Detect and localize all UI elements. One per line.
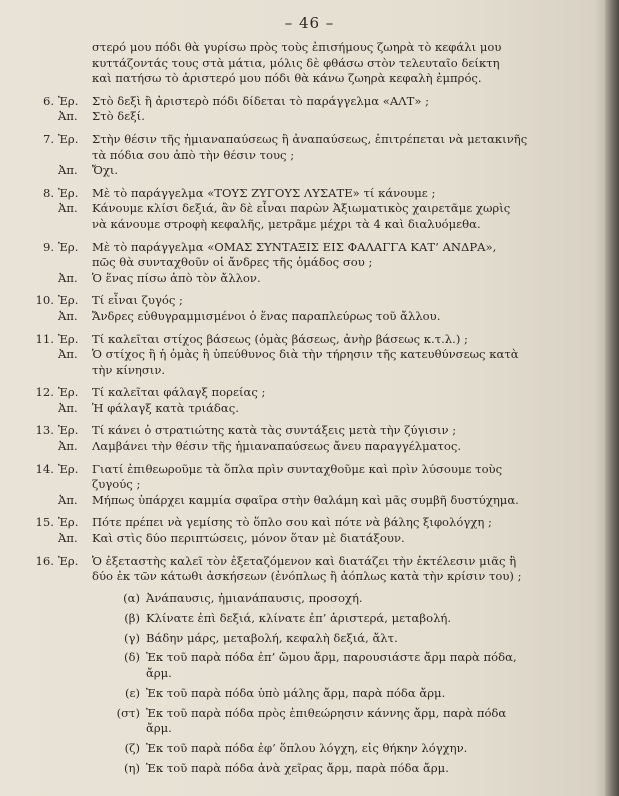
question-line — [28, 240, 604, 256]
question-number: 8. — [42, 185, 54, 200]
answer-line — [28, 309, 604, 325]
qa-block — [28, 423, 604, 454]
exercise-list — [28, 591, 604, 777]
qa-block — [28, 462, 604, 509]
question-number: 16. — [35, 553, 54, 568]
question-line — [28, 554, 604, 570]
exercise-text — [146, 686, 604, 702]
answer-spacer — [28, 271, 54, 287]
exercise-item — [104, 761, 604, 777]
intro-line: κυττάζοντάς τους στὰ μάτια, μόλις δὲ φθάσω στὸν τελευταῖο δείκτη — [92, 55, 500, 70]
question-line — [28, 293, 604, 309]
exercise-line: Κλίνατε ἐπὶ δεξιά, κλίνατε ἐπ’ ἀριστερά, μεταβολή. — [146, 610, 452, 625]
answer-spacer — [28, 347, 54, 363]
question-label — [54, 477, 92, 493]
answer-spacer — [28, 163, 54, 179]
question-number — [28, 477, 54, 493]
question-text: ζυγούς ; — [92, 477, 141, 492]
question-label: Ἐρ. — [58, 385, 79, 400]
answer-line — [28, 271, 604, 287]
question-text: τὰ πόδια σου ἀπὸ τὴν θέσιν τους ; — [92, 147, 295, 162]
question-line — [28, 255, 604, 271]
intro-line: στερό μου πόδι θὰ γυρίσω πρὸς τοὺς ἐπισήμους ζωηρὰ τὸ κεφάλι μου — [92, 40, 502, 54]
answer-line — [28, 401, 604, 417]
question-text: Τί κάνει ὁ στρατιώτης κατὰ τὰς συντάξεις μετὰ τὴν ζύγισιν ; — [92, 423, 457, 438]
question-label — [54, 569, 92, 585]
answer-spacer — [28, 531, 54, 547]
answer-text: νὰ κάνουμε στροφὴ κεφαλῆς, μετρᾶμε μέχρι τὰ 4 καὶ διαλυόμεθα. — [92, 216, 481, 231]
answer-spacer — [28, 439, 54, 455]
intro-line: καὶ πατήσω τὸ ἀριστερό μου πόδι θὰ κάνω ζωηρὰ κεφαλὴ ἐμπρός. — [92, 71, 482, 86]
answer-line — [28, 201, 604, 217]
exercise-item — [104, 741, 604, 757]
answer-label: Ἀπ. — [58, 270, 78, 285]
answer-label: Ἀπ. — [58, 201, 78, 216]
question-number: 12. — [35, 385, 54, 400]
answer-text: Στὸ δεξί. — [92, 109, 145, 124]
question-line — [28, 515, 604, 531]
answer-spacer — [28, 217, 54, 233]
qa-block — [28, 240, 604, 287]
answer-line — [28, 347, 604, 363]
exercise-line: ἄρμ. — [146, 721, 172, 736]
exercise-text — [146, 611, 604, 627]
answer-spacer — [28, 493, 54, 509]
question-line — [28, 477, 604, 493]
intro-paragraph — [28, 40, 604, 87]
answer-text: Καὶ στὶς δύο περιπτώσεις, μόνον ὅταν μὲ διατάξουν. — [92, 531, 405, 546]
question-answer-list — [28, 94, 604, 585]
question-text: Ὁ ἐξεταστὴς καλεῖ τὸν ἐξεταζόμενον καὶ διατάζει τὴν ἐκτέλεσιν μιᾶς ἢ — [92, 553, 517, 568]
question-text: Μὲ τὸ παράγγελμα «ΟΜΑΣ ΣΥΝΤΑΞΙΣ ΕΙΣ ΦΑΛΑΓΓΑ ΚΑΤ’ ΑΝΔΡΑ», — [92, 239, 497, 254]
exercise-text — [146, 706, 604, 737]
question-text: Τί καλεῖται φάλαγξ πορείας ; — [92, 385, 266, 400]
qa-block — [28, 515, 604, 546]
exercise-text — [146, 650, 604, 681]
exercise-label: (ε) — [124, 685, 140, 700]
question-line — [28, 132, 604, 148]
question-text: Στὸ δεξὶ ἢ ἀριστερὸ πόδι δίδεται τὸ παράγγελμα «ΑΛΤ» ; — [92, 93, 430, 108]
question-number: 15. — [35, 515, 54, 530]
answer-label — [54, 363, 92, 379]
question-line — [28, 148, 604, 164]
answer-line — [28, 217, 604, 233]
exercise-label: (στ) — [116, 705, 140, 720]
answer-text: Ἡ φάλαγξ κατὰ τριάδας. — [92, 400, 239, 415]
question-number: 13. — [35, 423, 54, 438]
exercise-item — [104, 611, 604, 627]
answer-line — [28, 363, 604, 379]
exercise-item — [104, 706, 604, 737]
answer-text: Λαμβάνει τὴν θέσιν τῆς ἡμιαναπαύσεως ἄνευ παραγγέλματος. — [92, 439, 462, 454]
qa-block — [28, 385, 604, 416]
question-line — [28, 423, 604, 439]
question-label: Ἐρ. — [58, 331, 79, 346]
exercise-label: (γ) — [124, 630, 140, 645]
exercise-line: Ἐκ τοῦ παρὰ πόδα πρὸς ἐπιθεώρησιν κάννης ἄρμ, παρὰ πόδα — [146, 705, 507, 720]
exercise-item — [104, 650, 604, 681]
answer-line — [28, 163, 604, 179]
question-number: 9. — [42, 239, 54, 254]
answer-line — [28, 109, 604, 125]
question-line — [28, 569, 604, 585]
exercise-item — [104, 686, 604, 702]
qa-block — [28, 186, 604, 233]
question-number — [28, 569, 54, 585]
question-number: 14. — [35, 461, 54, 476]
question-label: Ἐρ. — [58, 131, 79, 146]
question-line — [28, 94, 604, 110]
answer-line — [28, 439, 604, 455]
answer-label: Ἀπ. — [58, 531, 78, 546]
question-line — [28, 462, 604, 478]
question-text: πῶς θὰ συνταχθοῦν οἱ ἄνδρες τῆς ὁμάδος σου ; — [92, 255, 373, 270]
exercise-item — [104, 631, 604, 647]
question-line — [28, 186, 604, 202]
answer-line — [28, 493, 604, 509]
question-text: Στὴν θέσιν τῆς ἡμιαναπαύσεως ἢ ἀναπαύσεως, ἐπιτρέπεται νὰ μετακινῆς — [92, 131, 528, 146]
exercise-label: (δ) — [123, 650, 140, 665]
answer-text: Ἄνδρες εὐθυγραμμισμένοι ὁ ἕνας παραπλεύρως τοῦ ἄλλου. — [92, 308, 441, 323]
question-number: 11. — [35, 331, 54, 346]
exercise-label: (β) — [124, 610, 140, 625]
question-label: Ἐρ. — [58, 293, 79, 308]
exercise-label: (α) — [123, 590, 140, 605]
qa-block — [28, 332, 604, 379]
answer-spacer — [28, 363, 54, 379]
qa-block — [28, 132, 604, 179]
answer-text: τὴν κίνησιν. — [92, 362, 166, 377]
exercise-line: Ἐκ τοῦ παρὰ πόδα ἐπ’ ὤμου ἄρμ, παρουσιάστε ἄρμ παρὰ πόδα, — [146, 650, 517, 665]
exercise-item — [104, 591, 604, 607]
question-line — [28, 332, 604, 348]
question-number: 10. — [35, 293, 54, 308]
question-text: Μὲ τὸ παράγγελμα «ΤΟΥΣ ΖΥΓΟΥΣ ΛΥΣΑΤΕ» τί κάνουμε ; — [92, 185, 436, 200]
question-label: Ἐρ. — [58, 239, 79, 254]
exercise-text — [146, 761, 604, 777]
answer-spacer — [28, 401, 54, 417]
answer-text: Μήπως ὑπάρχει καμμία σφαῖρα στὴν θαλάμη καὶ μᾶς συμβῆ δυστύχημα. — [92, 492, 519, 507]
question-line — [28, 385, 604, 401]
exercise-line: Ἐκ τοῦ παρὰ πόδα ἀνὰ χεῖρας ἄρμ, παρὰ πόδα ἄρμ. — [146, 761, 449, 776]
question-label: Ἐρ. — [58, 185, 79, 200]
answer-spacer — [28, 109, 54, 125]
exercise-label: (η) — [124, 761, 140, 776]
question-number — [28, 255, 54, 271]
question-label: Ἐρ. — [58, 553, 79, 568]
qa-block — [28, 94, 604, 125]
question-number: 6. — [42, 93, 54, 108]
exercise-line: ἄρμ. — [146, 666, 172, 681]
question-label — [54, 148, 92, 164]
question-label: Ἐρ. — [58, 461, 79, 476]
answer-text: Ὁ ἕνας πίσω ἀπὸ τὸν ἄλλον. — [92, 270, 261, 285]
answer-text: Ὁ στίχος ἢ ἡ ὁμὰς ἢ ὑπεύθυνος διὰ τὴν τήρησιν τῆς κατευθύνσεως κατὰ — [92, 347, 519, 362]
qa-block — [28, 293, 604, 324]
exercise-label: (ζ) — [124, 741, 140, 756]
exercise-text — [146, 631, 604, 647]
answer-spacer — [28, 201, 54, 217]
answer-text: Ὄχι. — [92, 163, 119, 178]
exercise-text — [146, 591, 604, 607]
question-text: Τί καλεῖται στίχος βάσεως (ὁμὰς βάσεως, ἀνὴρ βάσεως κ.τ.λ.) ; — [92, 331, 468, 346]
answer-label: Ἀπ. — [58, 163, 78, 178]
page-edge-shadow — [605, 0, 619, 796]
answer-label: Ἀπ. — [58, 347, 78, 362]
question-text: Πότε πρέπει νὰ γεμίσης τὸ ὅπλο σου καὶ πότε νὰ βάλης ξιφολόγχη ; — [92, 515, 492, 530]
question-text: Τί εἶναι ζυγός ; — [92, 293, 183, 308]
answer-label: Ἀπ. — [58, 109, 78, 124]
answer-spacer — [28, 309, 54, 325]
question-label: Ἐρ. — [58, 515, 79, 530]
question-number: 7. — [42, 131, 54, 146]
exercise-line: Βάδην μάρς, μεταβολή, κεφαλὴ δεξιά, ἄλτ. — [146, 630, 398, 645]
question-text: Γιατί ἐπιθεωροῦμε τὰ ὅπλα πρὶν συνταχθοῦμε καὶ πρὶν λύσουμε τοὺς — [92, 461, 503, 476]
answer-label — [54, 217, 92, 233]
page-number: – 46 – — [284, 14, 335, 32]
answer-label: Ἀπ. — [58, 439, 78, 454]
page-content — [28, 40, 604, 781]
exercise-line: Ἐκ τοῦ παρὰ πόδα ἐφ’ ὅπλου λόγχη, εἰς θήκην λόγχην. — [146, 741, 468, 756]
question-label — [54, 255, 92, 271]
answer-label: Ἀπ. — [58, 400, 78, 415]
question-number — [28, 148, 54, 164]
exercise-line: Ἀνάπαυσις, ἡμιανάπαυσις, προσοχή. — [146, 590, 363, 605]
answer-label: Ἀπ. — [58, 308, 78, 323]
question-text: δύο ἐκ τῶν κάτωθι ἀσκήσεων (ἐνόπλως ἢ ἀόπλως κατὰ τὴν κρίσιν του) ; — [92, 569, 522, 584]
answer-label: Ἀπ. — [58, 492, 78, 507]
question-label: Ἐρ. — [58, 93, 79, 108]
answer-text: Κάνουμε κλίσι δεξιά, ἂν δὲ εἶναι παρὼν Ἀξιωματικὸς χαιρετᾶμε χωρὶς — [92, 201, 511, 216]
question-label: Ἐρ. — [58, 423, 79, 438]
answer-line — [28, 531, 604, 547]
exercise-text — [146, 741, 604, 757]
exercise-line: Ἐκ τοῦ παρὰ πόδα ὑπὸ μάλης ἄρμ, παρὰ πόδα ἄρμ. — [146, 685, 446, 700]
qa-block — [28, 554, 604, 585]
